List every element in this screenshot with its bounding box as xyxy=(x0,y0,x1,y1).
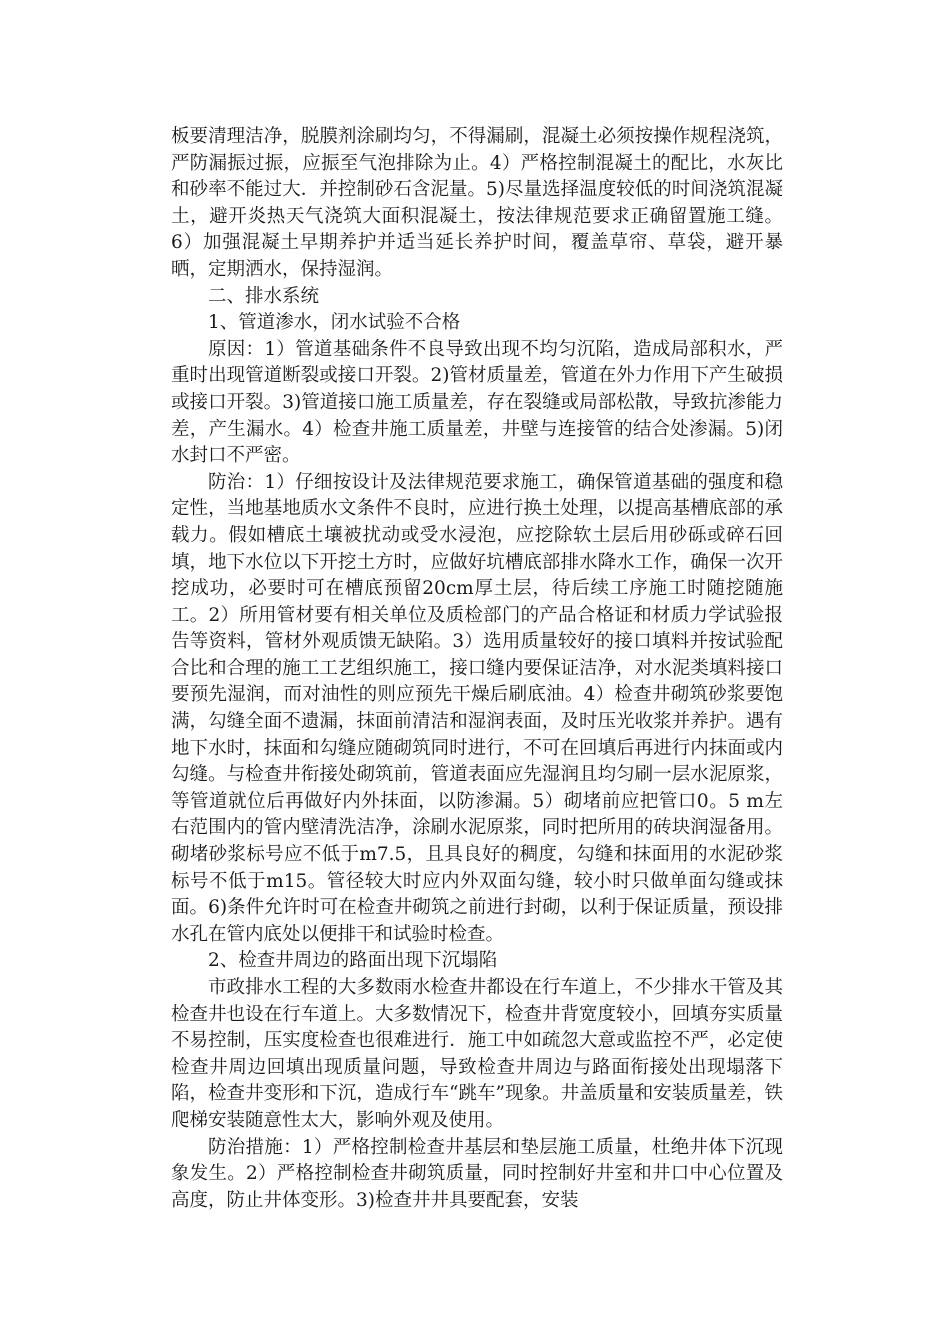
document-body xyxy=(171,124,783,1214)
paragraph-causes: 原因：1）管道基础条件不良导致出现不均匀沉陷，造成局部积水，严重时出现管道断裂或接口开裂。2)管材质量差，管道在外力作用下产生破损或接口开裂。3)管道接口施工质量差，存在裂缝或局部松散，导致抗渗能力差，产生漏水。4）检查井施工质量差，井壁与连接管的结合处渗漏。5)闭水封口不严密。 xyxy=(171,338,783,467)
paragraph-prevention: 防治：1）仔细按设计及法律规范要求施工，确保管道基础的强度和稳定性，当地基地质水文条件不良时，应进行换土处理，以提高基槽底部的承载力。假如槽底土壤被扰动或受水浸泡，应挖除软土层后用砂砾或碎石回填，地下水位以下开挖土方时，应做好坑槽底部排水降水工作，确保一次开挖成功，必要时可在槽底预留20cm厚土层，待后续工序施工时随挖随施工。2）所用管材要有相关单位及质检部门的产品合格证和材质力学试验报告等资料，管材外观质馈无缺陷。3）选用质量较好的接口填料并按试验配合比和合理的施工工艺组织施工，接口缝内要保证洁净，对水泥类填料接口要预先湿润，而对油性的则应预先干燥后刷底油。4）检查井砌筑砂浆要饱满，勾缝全面不遗漏，抹面前清洁和湿润表面，及时压光收浆并养护。遇有地下水时，抹面和勾缝应随砌筑同时进行，不可在回填后再进行内抹面或内勾缝。与检查井衔接处砌筑前，管道表面应先湿润且均匀刷一层水泥原浆，等管道就位后再做好内外抹面，以防渗漏。5）砌堵前应把管口0。5 m左右范围内的管内壁清洗洁净，涂刷水泥原浆，同时把所用的砖块润湿备用。砌堵砂浆标号应不低于m7.5，且具良好的稠度，勾缝和抹面用的水泥砂浆标号不低于m15。管径较大时应内外双面勾缝，较小时只做单面勾缝或抹面。6)条件允许时可在检查井砌筑之前进行封砌，以利于保证质量，预设排水孔在管内底处以便排干和试验时检查。 xyxy=(171,471,783,945)
paragraph-prevention-measures: 防治措施：1）严格控制检查井基层和垫层施工质量，杜绝井体下沉现象发生。2）严格控制检查井砌筑质量，同时控制好井室和井口中心位置及高度，防止井体变形。3)检查井井具要配套，安装 xyxy=(171,1136,783,1211)
section-heading-drainage: 二、排水系统 xyxy=(208,285,320,307)
paragraph-manhole-description: 市政排水工程的大多数雨水检查井都设在行车道上，不少排水干管及其检查井也设在行车道上。大多数情况下，检查井背宽度较小，回填夯实质量不易控制，压实度检查也很难进行．施工中如疏忽大意或监控不严，必定使检查井周边回填出现质量问题，导致检查井周边与路面衔接处出现塌落下陷，检查井变形和下沉，造成行车“跳车”现象。井盖质量和安装质量差，铁爬梯安装随意性太大，影响外观及使用。 xyxy=(171,977,783,1131)
subheading-manhole-settlement: 2、检查井周边的路面出现下沉塌陷 xyxy=(208,950,498,972)
paragraph-concrete-measures: 板要清理洁净，脱膜剂涂刷均匀，不得漏刷，混凝土必须按操作规程浇筑，严防漏振过振，应振至气泡排除为止。4）严格控制混凝土的配比，水灰比和砂率不能过大．并控制砂石含泥量。5)尽量选择温度较低的时间浇筑混凝土，避开炎热天气浇筑大面积混凝土，按法律规范要求正确留置施工缝。6）加强混凝土早期养护并适当延长养护时间，覆盖草帘、草袋，避开暴晒，定期洒水，保持湿润。 xyxy=(171,126,783,280)
subheading-pipe-leakage: 1、管道渗水，闭水试验不合格 xyxy=(208,312,461,334)
